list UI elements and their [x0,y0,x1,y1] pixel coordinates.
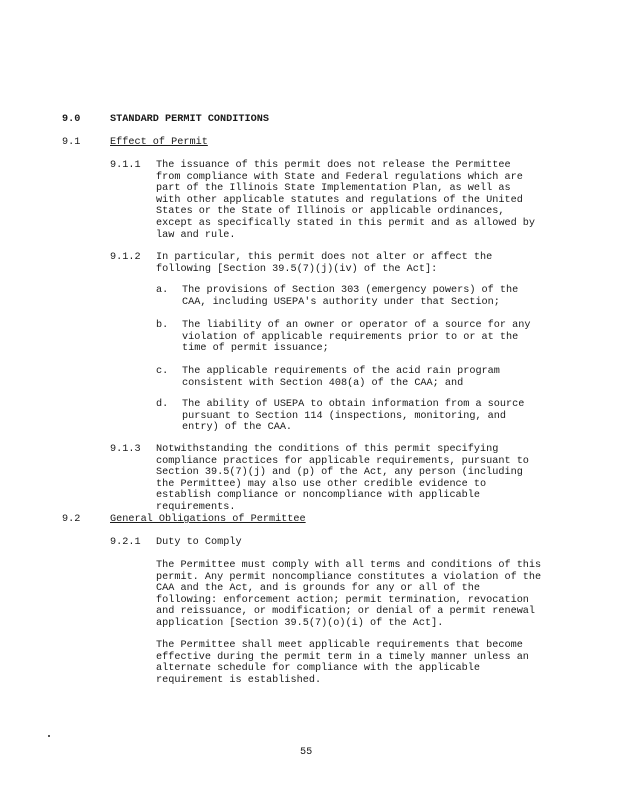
section-title: Effect of Permit [110,137,208,148]
subsection-number: 9.2.1 [110,537,141,548]
list-marker: b. [156,320,169,331]
section-number: 9.0 [62,114,81,125]
section-number: 9.2 [62,514,81,525]
list-marker: a. [156,285,169,296]
list-marker: d. [156,399,169,410]
subsection-number: 9.1.1 [110,160,141,171]
subsection-text: The issuance of this permit does not release the Permittee from compliance with State and Federal regulations which are part of the Illinois State Implementation Plan, as well as with other applicable statutes and regulations of the United States or the State of Illinois or applicable ordinances, except as specifically stated in this permit and as allowed by law and rule. [156,160,542,241]
subsection-number: 9.1.2 [110,252,141,263]
list-item: The provisions of Section 303 (emergency powers) of the CAA, including USEPA's authority under that Section; [182,285,525,308]
list-item: The applicable requirements of the acid rain program consistent with Section 408(a) of the CAA; and [182,366,507,389]
section-title: STANDARD PERMIT CONDITIONS [110,114,269,125]
list-item: The liability of an owner or operator of a source for any violation of applicable requirements prior to or at the time of permit issuance; [182,320,537,355]
paragraph: The Permittee shall meet applicable requirements that become effective during the permit term in a timely manner unless an alternate schedule for compliance with the applicable requirement is established. [156,640,536,686]
subsection-text: Notwithstanding the conditions of this permit specifying compliance practices for applicable requirements, pursuant to Section 39.5(7)(j) and (p) of the Act, any person (including the Permittee) may also use other credible evidence to establish compliance or noncompliance with applicable requirements. [156,444,536,513]
subsection-number: 9.1.3 [110,444,141,455]
section-title: General Obligations of Permittee [110,514,306,525]
page-number: 55 [300,747,313,758]
subsection-text: In particular, this permit does not alter or affect the following [Section 39.5(7)(j)(iv) of the Act]: [156,252,499,275]
paragraph: The Permittee must comply with all terms and conditions of this permit. Any permit noncompliance constitutes a violation of the CAA and the Act, and is grounds for any or all of the following: enforcement action; permit termination, revocation and reissuance, or modification; or denial of a permit renewal application [Section 39.5(7)(o)(i) of the Act]. [156,560,548,629]
section-number: 9.1 [62,137,81,148]
list-item: The ability of USEPA to obtain information from a source pursuant to Section 114 (inspections, monitoring, and entry) of the CAA. [182,399,531,434]
scan-speck [48,735,50,737]
subsection-title: Duty to Comply [156,537,242,548]
list-marker: c. [156,366,169,377]
